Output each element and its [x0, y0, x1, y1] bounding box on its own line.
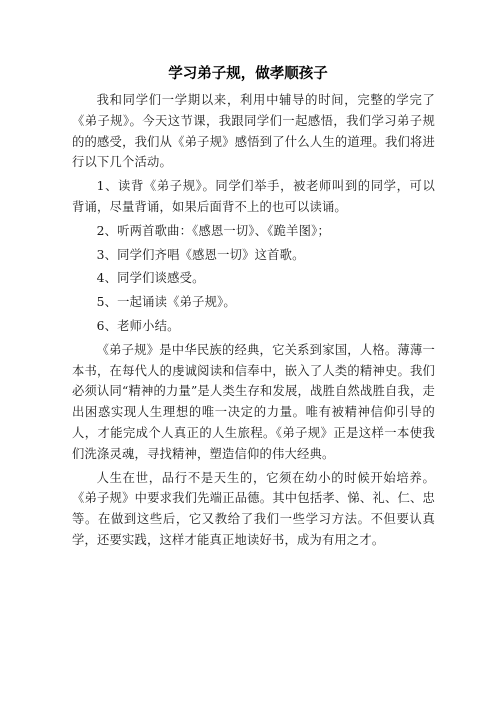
paragraph-activity-4: 4、同学们谈感受。 — [96, 271, 205, 286]
paragraph-activity-2: 2、听两首歌曲：《感恩一切》、《跪羊图》； — [96, 223, 330, 238]
paragraph-character: 人生在世，品行不是天生的，它须在幼小的时候开始培养。《弟子规》中要求我们先端正品德。其中包括孝、悌、礼、仁、忠等。在做到这些后，它又教给了我们一些学习方法。不但要认真学，还要实践，这样才能真正地读好书，成为有用之才。 — [72, 470, 435, 547]
document-body — [72, 90, 435, 554]
paragraph-activity-3: 3、同学们齐唱《感恩一切》这首歌。 — [96, 247, 305, 262]
document-title: 学习弟子规，做孝顺孩子 — [168, 66, 328, 82]
paragraph-activity-1: 1、读背《弟子规》。同学们举手，被老师叫到的同学，可以背诵，尽量背诵，如果后面背不上的也可以读诵。 — [72, 179, 435, 214]
paragraph-intro: 我和同学们一学期以来，利用中辅导的时间，完整的学完了《弟子规》。今天这节课，我跟同学们一起感悟，我们学习弟子规的的感受，我们从《弟子规》感悟到了什么人生的道理。我们将进行以下几个活动。 — [72, 93, 435, 170]
paragraph-activity-5: 5、一起诵读《弟子规》。 — [96, 295, 236, 310]
paragraph-activity-6: 6、老师小结。 — [96, 318, 180, 333]
paragraph-classic: 《弟子规》是中华民族的经典，它关系到家国，人格。薄薄一本书，在每代人的虔诚阅读和信奉中，嵌入了人类的精神史。我们必须认同“精神的力量”是人类生存和发展，战胜自然战胜自我，走出困惑实现人生理想的唯一决定的力量。唯有被精神信仰引导的人，才能完成个人真正的人生旅程。《弟子规》正是这样一本使我们洗涤灵魂，寻找精神，塑造信仰的伟大经典。 — [72, 342, 435, 461]
